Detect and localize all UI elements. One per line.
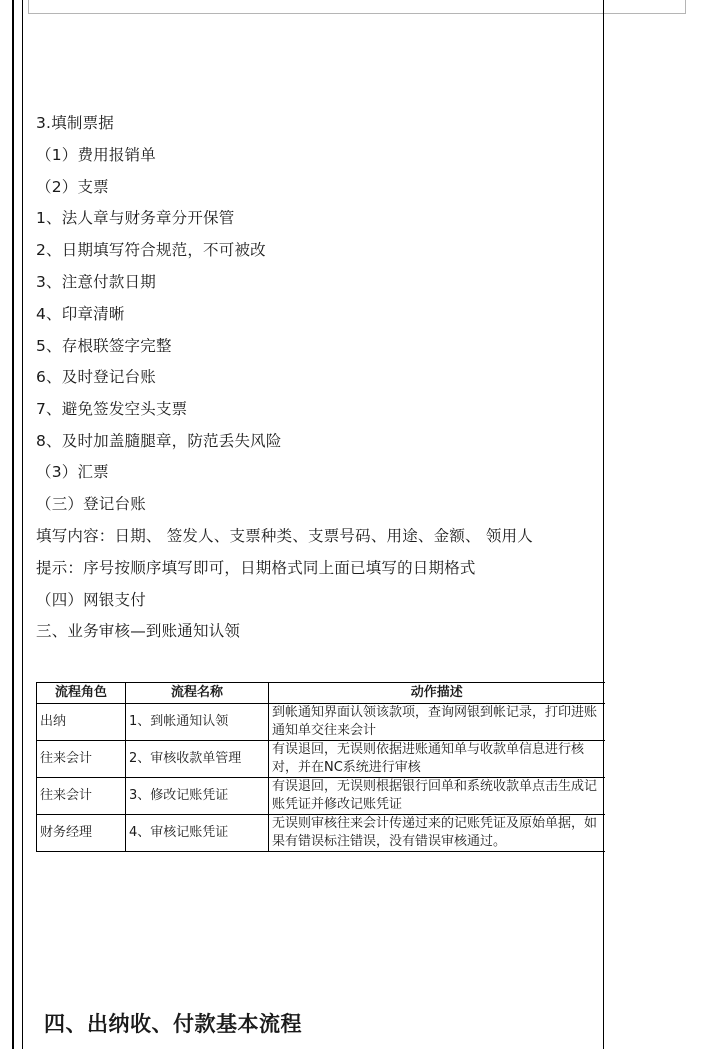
ledger-hint: 提示：序号按顺序填写即可，日期格式同上面已填写的日期格式 xyxy=(36,559,476,577)
heading-ledger: （三）登记台账 xyxy=(36,495,146,513)
cheque-rule-5: 5、存根联签字完整 xyxy=(36,337,172,355)
table-row xyxy=(37,704,605,741)
cell-action-description: 有误退回，无误则根据银行回单和系统收款单点击生成记账凭证并修改记账凭证 xyxy=(269,778,605,815)
cheque-rule-8: 8、及时加盖膸腿章，防范丢失风险 xyxy=(36,432,282,450)
cell-action-description: 有误退回，无误则依据进账通知单与收款单信息进行核对，并在NC系统进行审核 xyxy=(269,741,605,778)
frame-right-border xyxy=(603,0,604,1049)
item-draft: （3）汇票 xyxy=(36,463,109,481)
cell-process-name: 4、审核记账凭证 xyxy=(126,815,269,852)
cell-action-description: 到帐通知界面认领该款项，查询网银到帐记录，打印进账通知单交往来会计 xyxy=(269,704,605,741)
cheque-rule-3: 3、注意付款日期 xyxy=(36,273,156,291)
cell-role: 往来会计 xyxy=(37,778,126,815)
heading-fill-bills: 3.填制票据 xyxy=(36,114,114,132)
cheque-rule-4: 4、印章清晰 xyxy=(36,305,125,323)
top-margin-line xyxy=(28,13,686,14)
heading-online-banking: （四）网银支付 xyxy=(36,591,146,609)
table-header-row xyxy=(37,683,605,704)
frame-inner-left-border xyxy=(22,0,23,1049)
process-table xyxy=(36,682,605,852)
cheque-rule-6: 6、及时登记台账 xyxy=(36,368,156,386)
table-row xyxy=(37,778,605,815)
heading-business-review: 三、业务审核—到账通知认领 xyxy=(36,622,241,640)
cheque-rule-7: 7、避免签发空头支票 xyxy=(36,400,188,418)
ledger-fill-content: 填写内容：日期、 签发人、支票种类、支票号码、用途、金额、 领用人 xyxy=(36,527,533,545)
cell-process-name: 1、到帐通知认领 xyxy=(126,704,269,741)
header-role: 流程角色 xyxy=(37,683,126,704)
top-margin-mark-left xyxy=(28,0,29,14)
item-expense-form: （1）费用报销单 xyxy=(36,146,156,164)
header-process-name: 流程名称 xyxy=(126,683,269,704)
cell-process-name: 3、修改记账凭证 xyxy=(126,778,269,815)
cell-process-name: 2、审核收款单管理 xyxy=(126,741,269,778)
cheque-rule-1: 1、法人章与财务章分开保管 xyxy=(36,209,235,227)
table-row xyxy=(37,815,605,852)
cheque-rule-2: 2、日期填写符合规范，不可被改 xyxy=(36,241,266,259)
table-row xyxy=(37,741,605,778)
cell-action-description: 无误则审核往来会计传递过来的记账凭证及原始单据，如果有错误标注错误，没有错误审核通过。 xyxy=(269,815,605,852)
header-action-description: 动作描述 xyxy=(269,683,605,704)
frame-left-border xyxy=(12,0,14,1049)
top-margin-mark-right xyxy=(685,0,686,14)
cell-role: 往来会计 xyxy=(37,741,126,778)
item-cheque: （2）支票 xyxy=(36,178,109,196)
cell-role: 出纳 xyxy=(37,704,126,741)
section-heading: 四、出纳收、付款基本流程 xyxy=(44,1012,302,1036)
cell-role: 财务经理 xyxy=(37,815,126,852)
